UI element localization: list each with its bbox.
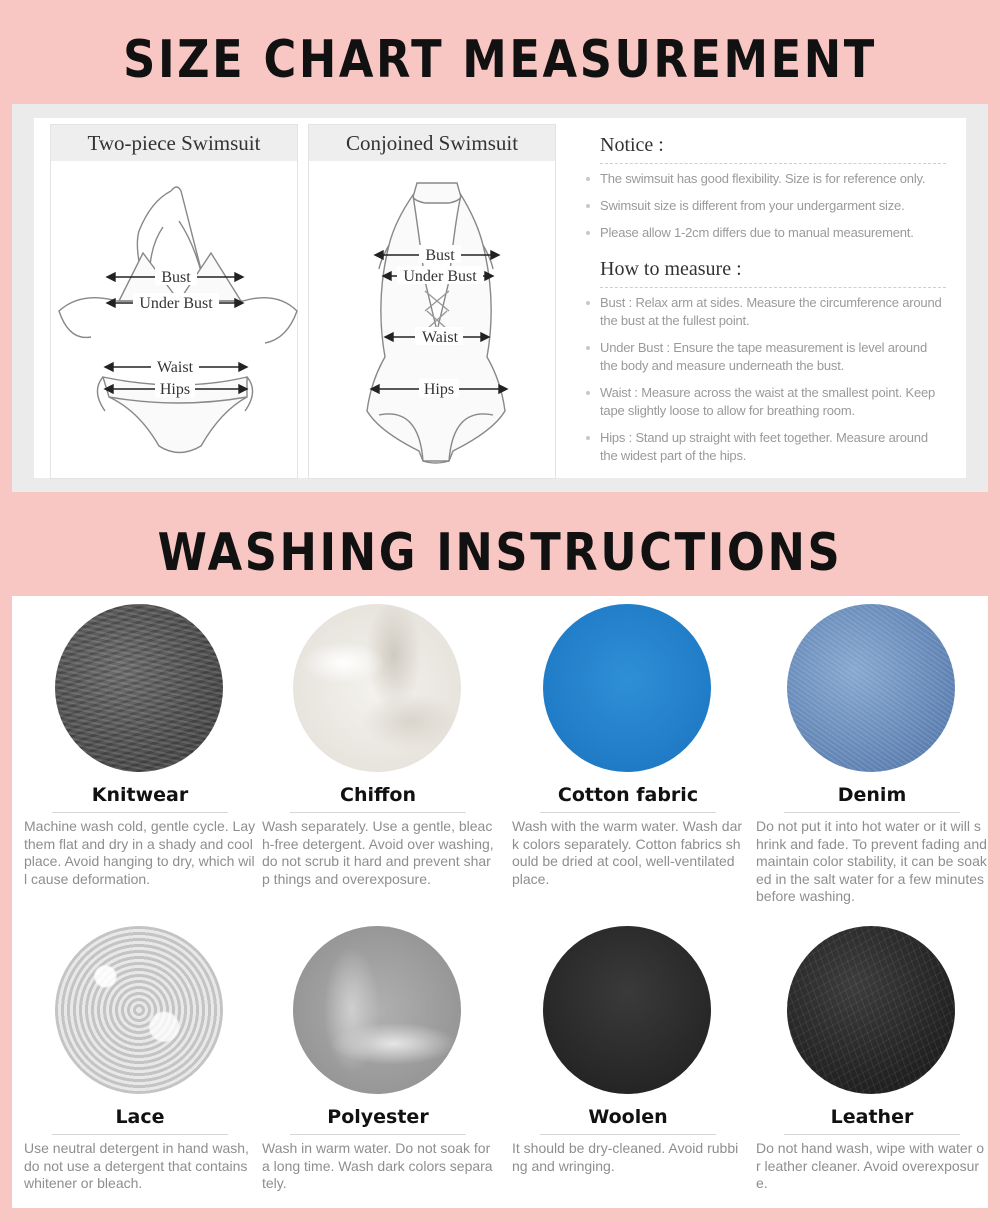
fabric-name: Lace [115, 1106, 165, 1128]
two-piece-hips-label: Hips [159, 381, 191, 398]
conjoined-under-bust-label: Under Bust [403, 268, 477, 285]
size-chart-content [34, 118, 966, 478]
divider [540, 1134, 716, 1135]
divider [290, 812, 466, 813]
notice-item: The swimsuit has good flexibility. Size is for reference only. [600, 170, 946, 188]
fabric-instructions: Wash in warm water. Do not soak for a long time. Wash dark colors separately. [262, 1140, 493, 1192]
size-chart-heading: SIZE CHART MEASUREMENT [123, 30, 877, 90]
how-to-measure-title: How to measure : [600, 258, 946, 288]
conjoined-diagram [309, 161, 557, 479]
fabric-instructions: Wash with the warm water. Wash dark colors separately. Cotton fabrics should be dried at cool, well-ventilated place. [512, 818, 743, 887]
two-piece-under-bust-label: Under Bust [139, 295, 213, 312]
notice-item: Swimsuit size is different from your undergarment size. [600, 197, 946, 215]
measurement-notes [600, 134, 946, 474]
woolen-swatch-image [543, 926, 711, 1094]
denim-swatch-image [787, 604, 955, 772]
lace-swatch-image [55, 926, 223, 1094]
fabric-name: Denim [837, 784, 907, 806]
how-to-measure-item: Hips : Stand up straight with feet together. Measure around the widest part of the hips. [600, 429, 946, 465]
fabric-instructions: Use neutral detergent in hand wash, do not use a detergent that contains whitener or bleach. [24, 1140, 249, 1192]
notice-item: Please allow 1-2cm differs due to manual measurement. [600, 224, 946, 242]
knitwear-swatch-image [55, 604, 223, 772]
chiffon-swatch-image [293, 604, 461, 772]
notice-title: Notice : [600, 134, 946, 164]
size-chart-panel [12, 104, 988, 492]
polyester-swatch-image [293, 926, 461, 1094]
notice-list [600, 170, 946, 242]
divider [784, 812, 960, 813]
two-piece-title: Two-piece Swimsuit [51, 125, 297, 161]
conjoined-bust-label: Bust [425, 247, 455, 264]
two-piece-bust-label: Bust [161, 269, 191, 286]
fabric-name: Polyester [327, 1106, 429, 1128]
fabric-instructions: Do not hand wash, wipe with water or leather cleaner. Avoid overexposure. [756, 1140, 985, 1192]
divider [52, 1134, 228, 1135]
two-piece-diagram [51, 161, 299, 479]
fabric-name: Woolen [588, 1106, 668, 1128]
washing-panel [12, 596, 988, 1208]
two-piece-swimsuit-card [50, 124, 298, 479]
washing-heading: WASHING INSTRUCTIONS [157, 523, 843, 583]
how-to-measure-item: Under Bust : Ensure the tape measurement is level around the body and measure underneath the bust. [600, 339, 946, 375]
cotton-swatch-image [543, 604, 711, 772]
divider [540, 812, 716, 813]
fabric-instructions: Wash separately. Use a gentle, bleach-free detergent. Avoid over washing, do not scrub it hard and prevent sharp things and overexposure. [262, 818, 494, 887]
how-to-measure-item: Waist : Measure across the waist at the smallest point. Keep tape slightly loose to allow for breathing room. [600, 384, 946, 420]
conjoined-hips-label: Hips [423, 381, 455, 398]
leather-swatch-image [787, 926, 955, 1094]
conjoined-swimsuit-card [308, 124, 556, 479]
fabric-name: Cotton fabric [557, 784, 699, 806]
divider [52, 812, 228, 813]
fabric-name: Chiffon [340, 784, 416, 806]
fabric-instructions: Do not put it into hot water or it will shrink and fade. To prevent fading and maintain color stability, it can be soaked in the salt water for a few minutes before washing. [756, 818, 987, 905]
fabric-name: Knitwear [91, 784, 189, 806]
how-to-measure-item: Bust : Relax arm at sides. Measure the circumference around the bust at the fullest point. [600, 294, 946, 330]
fabric-instructions: It should be dry-cleaned. Avoid rubbing and wringing. [512, 1140, 739, 1174]
fabric-name: Leather [830, 1106, 914, 1128]
fabric-instructions: Machine wash cold, gentle cycle. Lay them flat and dry in a shady and cool place. Avoid hanging to dry, which will cause deformation. [24, 818, 256, 887]
divider [290, 1134, 466, 1135]
conjoined-title: Conjoined Swimsuit [309, 125, 555, 161]
conjoined-waist-label: Waist [421, 329, 459, 346]
divider [784, 1134, 960, 1135]
how-to-measure-list [600, 294, 946, 465]
two-piece-waist-label: Waist [156, 359, 194, 376]
